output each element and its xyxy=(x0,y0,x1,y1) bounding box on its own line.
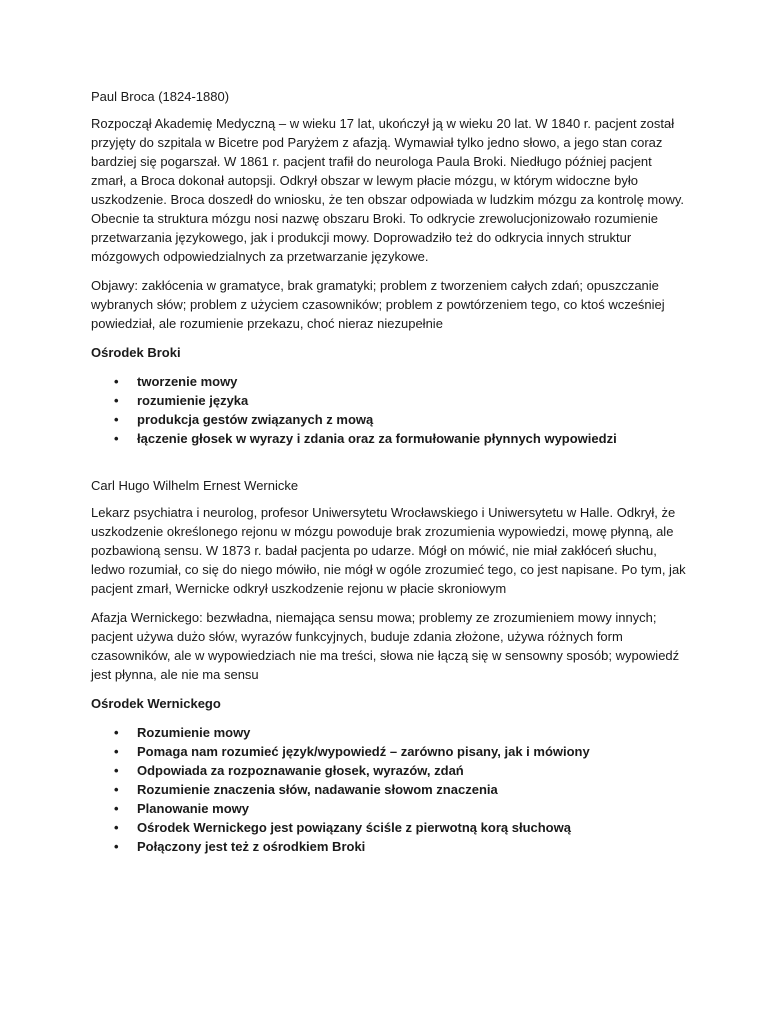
broca-section-heading: Ośrodek Broki xyxy=(91,345,181,360)
list-item: • Rozumienie znaczenia słów, nadawanie słowom znaczenia xyxy=(114,780,688,799)
list-item: • Pomaga nam rozumieć język/wypowiedź – zarówno pisany, jak i mówiony xyxy=(114,742,688,761)
wernicke-section-heading: Ośrodek Wernickego xyxy=(91,696,221,711)
wernicke-title: Carl Hugo Wilhelm Ernest Wernicke xyxy=(91,478,299,493)
wernicke-paragraph-2: Afazja Wernickego: bezwładna, niemająca sensu mowa; problemy ze zrozumieniem mowy innych; pacjent używa dużo słów, wyrazów funkcyjnych, buduje zdania złożone, używa różnych form czasowników, ale w wypowiedziach nie ma treści, słowa nie łączą się w sensowny sposób; wypowiedź jest płynna, ale nie ma sensu xyxy=(91,610,680,682)
list-item: • Połączony jest też z ośrodkiem Broki xyxy=(114,837,688,856)
broca-paragraph-1: Rozpoczął Akademię Medyczną – w wieku 17 lat, ukończył ją w wieku 20 lat. W 1840 r. pacjent został przyjęty do szpitala w Bicetre pod Paryżem z afazją. Wymawiał tylko jedno słowo, a jego stan coraz bardziej się pogarszał. W 1861 r. pacjent trafił do neurologa Paula Broki. Niedługo później pacjent zmarł, a Broca dokonał autopsji. Odkrył obszar w lewym płacie mózgu, w którym widoczne było uszkodzenie. Broca doszedł do wniosku, że ten obszar odpowiada w ludzkim mózgu za kontrolę mowy. Obecnie ta struktura mózgu nosi nazwę obszaru Broki. To odkrycie zrewolucjonizowało rozumienie przetwarzania językowego, jak i produkcji mowy. Doprowadziło też do odkrycia innych struktur mózgowych odpowiedzialnych za przetwarzanie językowe. xyxy=(91,116,685,264)
wernicke-list xyxy=(91,723,688,856)
list-item: • Rozumienie mowy xyxy=(114,723,688,742)
broca-paragraph-2: Objawy: zakłócenia w gramatyce, brak gramatyki; problem z tworzeniem całych zdań; opuszczanie wybranych słów; problem z użyciem czasowników; problem z powtórzeniem tego, co ktoś wcześniej powiedział, ale rozumienie przekazu, choć nieraz niezupełnie xyxy=(91,278,665,331)
list-item: • produkcja gestów związanych z mową xyxy=(114,410,688,429)
list-item: • Planowanie mowy xyxy=(114,799,688,818)
list-item: • łączenie głosek w wyrazy i zdania oraz za formułowanie płynnych wypowiedzi xyxy=(114,429,688,448)
broca-list xyxy=(91,372,688,448)
list-item: • rozumienie języka xyxy=(114,391,688,410)
broca-title: Paul Broca (1824-1880) xyxy=(91,89,230,104)
list-item: • Ośrodek Wernickego jest powiązany ściśle z pierwotną korą słuchową xyxy=(114,818,688,837)
wernicke-paragraph-1: Lekarz psychiatra i neurolog, profesor Uniwersytetu Wrocławskiego i Uniwersytetu w Halle. Odkrył, że uszkodzenie określonego rejonu w mózgu powoduje brak zrozumienia wypowiedzi, mowę płynną, ale pozbawioną sensu. W 1873 r. badał pacjenta po udarze. Mógł on mówić, nie miał zakłóceń słuchu, ledwo rozumiał, co się do niego mówiło, nie mógł w ogóle zrozumieć tego, co jest napisane. Po tym, jak pacjent zmarł, Wernicke odkrył uszkodzenie rejonu w płacie skroniowym xyxy=(91,505,686,596)
list-item: • Odpowiada za rozpoznawanie głosek, wyrazów, zdań xyxy=(114,761,688,780)
list-item: • tworzenie mowy xyxy=(114,372,688,391)
section-spacer xyxy=(91,448,688,476)
